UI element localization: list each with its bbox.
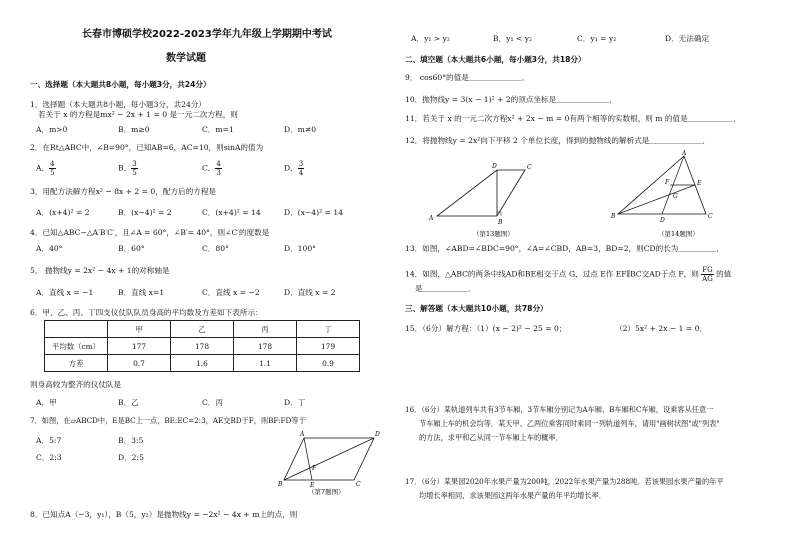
q7-label-f: F <box>312 465 317 472</box>
table-cell: 178 <box>171 338 234 355</box>
q2-option-b: B． $\frac{3}{5}$ <box>118 160 137 177</box>
table-cell: 1.6 <box>171 355 234 372</box>
q1-option-a: A．m>0 <box>36 125 68 134</box>
q16-line3: 的方法，求甲和乙从同一节车厢上车的概率． <box>419 433 563 442</box>
table-cell: 乙 <box>171 321 234 338</box>
q16-line1: 16．（6分）某轨道列车共有3节车厢，3节车厢分别记为A车厢、B车厢和C车厢，设乘客从任意一 <box>405 405 714 414</box>
q6-table <box>44 320 360 372</box>
q6-option-a: A．甲 <box>36 398 57 407</box>
q1-stem: 1．选择题（本大题共8小题，每小题3分，共24分） <box>30 100 207 109</box>
q1-option-c: C．m=1 <box>202 125 234 134</box>
q14-label-g: G <box>673 193 678 200</box>
q17-line2: 均增长率相同，求该果园这两年水果产量的年平均增长率． <box>419 491 606 500</box>
q1-body: 若关于 x 的方程是mx² − 2x + 1 = 0 是一元二次方程，则 <box>38 110 238 119</box>
exam-title: 长春市博硕学校2022-2023学年九年级上学期期中考试 <box>82 29 332 40</box>
q14-fraction: $\frac{FG}{AG}$ <box>702 266 713 283</box>
section-2-heading: 二、填空题（本大题共6小题，每小题3分，共18分） <box>405 55 586 64</box>
table-cell: 1.1 <box>234 355 297 372</box>
q12-stem: 12．将抛物线y = 2x²向下平移 2 个单位长度，得到的抛物线的解析式是＿＿＿＿＿＿＿． <box>405 136 711 145</box>
q14-stem-end: 的值 <box>716 269 732 279</box>
q8-option-b: B．y₁ < y₂ <box>493 34 533 43</box>
q2-option-c: C． $\frac{4}{3}$ <box>202 160 221 177</box>
q7-option-a: A．5:7 <box>36 436 62 445</box>
q4-option-b: B．60° <box>118 244 145 253</box>
q14-label-e: E <box>697 180 702 187</box>
q3-option-c: C．(x+4)² = 14 <box>202 208 261 217</box>
q5-stem: 5． 抛物线y = 2x² − 4x + 1的对称轴是 <box>30 266 170 275</box>
q14-figure <box>610 150 720 240</box>
q1-option-d: D．m≠0 <box>284 125 317 134</box>
q8-option-d: D．无法确定 <box>665 34 710 43</box>
q14-stem <box>405 266 731 283</box>
q3-stem: 3．用配方法解方程x² − 8x + 2 = 0，配方后的方程是 <box>30 187 217 196</box>
q6-option-b: B．乙 <box>118 398 139 407</box>
q7-label-b: B <box>278 481 283 488</box>
q8-option-a: A．y₁ > y₂ <box>411 34 450 43</box>
q7-option-d: D．2:5 <box>118 453 144 462</box>
q13-stem: 13．如图，∠ABD=∠BDC=90°，∠A=∠CBD，AB=3，BD=2，则CD的长为＿＿＿＿＿． <box>405 244 724 253</box>
q1-option-b: B．m≥0 <box>118 125 150 134</box>
q7-label-a: A <box>300 431 305 438</box>
q7-label-e: E <box>310 482 315 489</box>
q7-option-c: C．2:3 <box>36 453 62 462</box>
q15-part2: （2）5x² + 2x − 1 = 0． <box>615 324 708 333</box>
q14-label-f: F <box>665 179 670 186</box>
q4-option-a: A．40° <box>36 244 63 253</box>
q8-option-c: C．y₁ = y₂ <box>577 34 617 43</box>
q7-caption: （第7题图） <box>308 488 345 496</box>
q3-option-b: B．(x−4)² = 2 <box>118 208 172 217</box>
q17-line1: 17．（6分）某果园2020年水果产量为200吨，2022年水果产量为288吨．若该果园水果产量的年平 <box>405 477 724 486</box>
q14-label-d: D <box>660 217 665 224</box>
q6-option-c: C．丙 <box>202 398 223 407</box>
table-cell: 丁 <box>297 321 360 338</box>
q10-stem: 10．抛物线y = 3(x − 1)² + 2的顶点坐标是＿＿＿＿＿＿＿． <box>405 95 617 104</box>
table-cell: 0.7 <box>108 355 171 372</box>
q4-stem: 4．已知△ABC∽△A′B′C′，且∠A = 60°，∠B′= 40°，则∠C′的度数是 <box>30 228 270 237</box>
q14-stem-text: 14．如图，△ABC的两条中线AD和BE相交于点 G，过点 E作 EF∥BC交AD于点 F，则 <box>405 269 699 279</box>
q5-option-b: B．直线 x=1 <box>118 288 165 297</box>
q16-line2: 节车厢上车的机会均等．某天甲、乙两位乘客同时乘同一列轨道列车，请用"画树状图"或"列表" <box>419 419 720 428</box>
q7-option-b: B．3:5 <box>118 436 144 445</box>
q13-label-a: A <box>429 215 434 222</box>
exam-subtitle: 数学试题 <box>166 53 206 64</box>
table-cell: 甲 <box>108 321 171 338</box>
q2-option-d: D． $\frac{3}{4}$ <box>284 160 304 177</box>
q14-caption: （第14题图） <box>658 230 699 238</box>
table-cell: 平均数（cm） <box>45 338 108 355</box>
table-cell: 178 <box>234 338 297 355</box>
q8-stem: 8．已知点A（−3，y₁），B（5，y₂）是抛物线y = −2x² − 4x + m上的点，则 <box>30 510 298 519</box>
q7-stem: 7．如图，在▱ABCD中，E是BC上一点，BE:EC=2:3，AE交BD于F，则BF:FD等于 <box>30 416 306 425</box>
table-cell: 方差 <box>45 355 108 372</box>
q7-label-c: C <box>356 481 361 488</box>
q13-label-d: D <box>492 163 497 170</box>
q2-option-a: A． $\frac{4}{5}$ <box>36 160 55 177</box>
q14-label-a: A <box>682 150 687 157</box>
q6-body: 则身高较为整齐的仪仗队是 <box>30 380 122 389</box>
table-cell: 丙 <box>234 321 297 338</box>
q14-body: 是＿＿＿＿＿＿． <box>415 284 476 293</box>
table-cell: 179 <box>297 338 360 355</box>
q7-label-d: D <box>375 431 380 438</box>
section-3-heading: 三、解答题（本大题共10小题，共78分） <box>405 304 548 313</box>
q15-part1: 15．（6分）解方程：（1）(x − 2)² − 25 = 0； <box>405 324 567 333</box>
q13-caption: （第13题图） <box>473 230 514 238</box>
q14-label-c: C <box>708 213 713 220</box>
q7-figure <box>274 428 380 496</box>
q6-option-d: D．丁 <box>284 398 306 407</box>
q4-option-d: D．100° <box>284 244 316 253</box>
table-cell <box>45 321 108 338</box>
q14-label-b: B <box>611 213 616 220</box>
table-row <box>45 321 360 338</box>
q4-option-c: C．80° <box>202 244 229 253</box>
q3-option-d: D．(x−4)² = 14 <box>284 208 343 217</box>
q2-stem: 2．在Rt△ABC中，∠B=90°，已知AB=6，AC=10，则sinA的值为 <box>30 143 264 152</box>
q11-stem: 11．若关于 x 的一元二次方程x² + 2x − m = 0有两个相等的实数根，则 m 的值是＿＿＿＿＿＿． <box>405 114 741 123</box>
q5-option-c: C．直线 x = −2 <box>202 288 260 297</box>
table-cell: 0.9 <box>297 355 360 372</box>
q6-stem: 6．甲、乙、丙、丁四支仪仗队队员身高的平均数及方差如下表所示： <box>30 308 263 317</box>
q13-label-c: C <box>527 164 532 171</box>
q3-option-a: A．(x+4)² = 2 <box>36 208 90 217</box>
table-row <box>45 338 360 355</box>
section-1-heading: 一、选择题（本大题共8小题，每小题3分，共24分） <box>30 80 211 89</box>
q5-option-a: A．直线 x = −1 <box>36 288 94 297</box>
q13-figure <box>425 158 535 240</box>
table-cell: 177 <box>108 338 171 355</box>
q13-label-b: B <box>498 219 503 226</box>
table-row <box>45 355 360 372</box>
q5-option-d: D．直线 x = 2 <box>284 288 336 297</box>
q9-stem: 9． cos60°的值是＿＿＿＿＿＿＿． <box>405 73 530 82</box>
